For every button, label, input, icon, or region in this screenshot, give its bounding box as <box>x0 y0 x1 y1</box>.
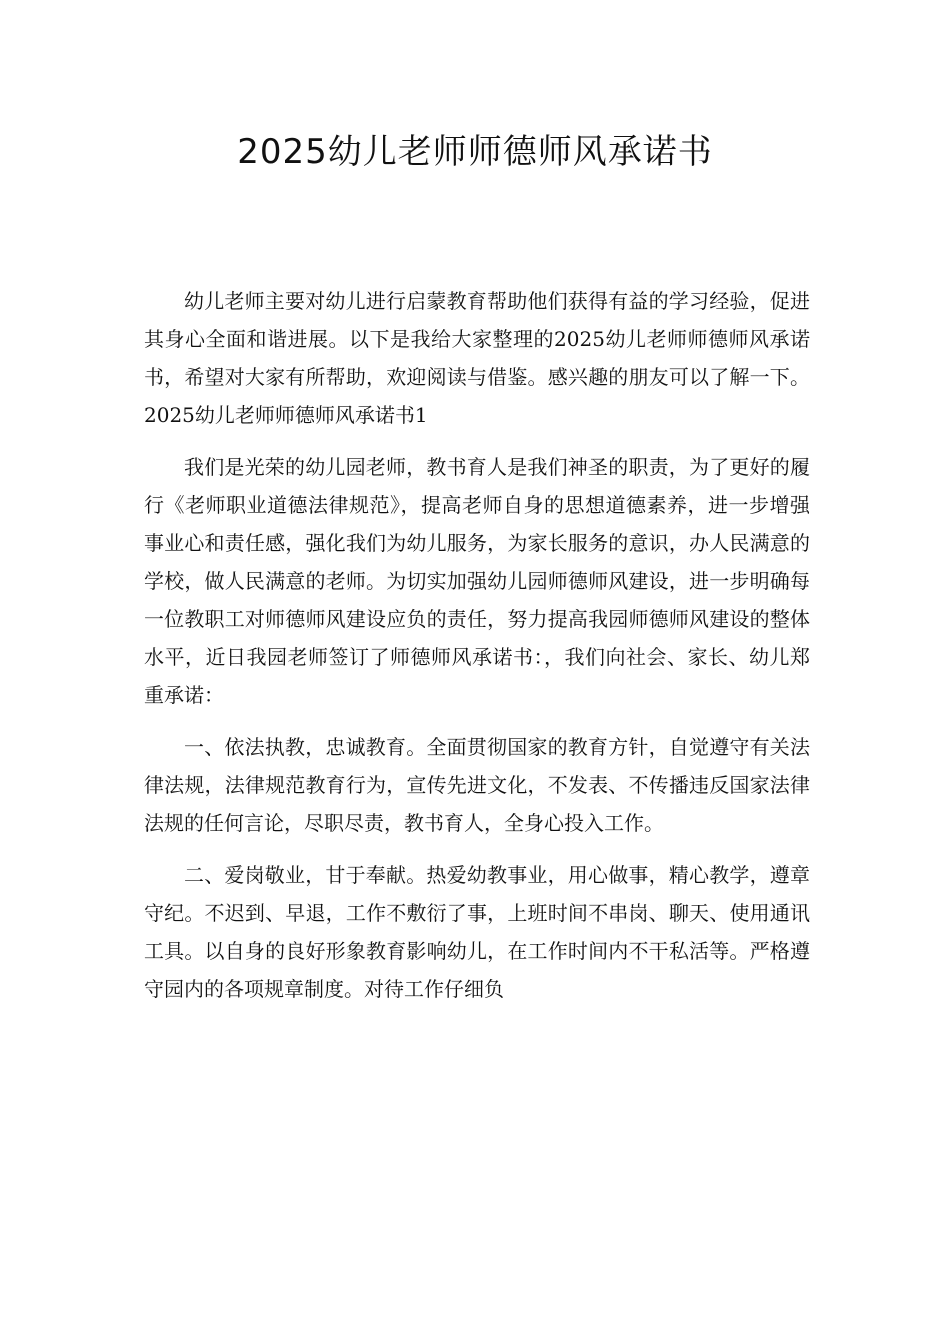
paragraph-intro: 幼儿老师主要对幼儿进行启蒙教育帮助他们获得有益的学习经验，促进其身心全面和谐进展。以下是我给大家整理的2025幼儿老师师德师风承诺书，希望对大家有所帮助，欢迎阅读与借鉴。感兴趣的朋友可以了解一下。2025幼儿老师师德师风承诺书1 <box>144 289 810 427</box>
document-body <box>144 282 810 1022</box>
paragraph-commitment: 我们是光荣的幼儿园老师，教书育人是我们神圣的职责，为了更好的履行《老师职业道德法律规范》，提高老师自身的思想道德素养，进一步增强事业心和责任感，强化我们为幼儿服务，为家长服务的意识，办人民满意的学校，做人民满意的老师。为切实加强幼儿园师德师风建设，进一步明确每一位教职工对师德师风建设应负的责任，努力提高我园师德师风建设的整体水平，近日我园老师签订了师德师风承诺书：，我们向社会、家长、幼儿郑重承诺： <box>144 455 810 707</box>
paragraph-item-2: 二、爱岗敬业，甘于奉献。热爱幼教事业，用心做事，精心教学，遵章守纪。不迟到、早退，工作不敷衍了事，上班时间不串岗、聊天、使用通讯工具。以自身的良好形象教育影响幼儿，在工作时间内不干私活等。严格遵守园内的各项规章制度。对待工作仔细负 <box>144 863 810 1001</box>
paragraph-item-1: 一、依法执教，忠诚教育。全面贯彻国家的教育方针，自觉遵守有关法律法规，法律规范教育行为，宣传先进文化，不发表、不传播违反国家法律法规的任何言论，尽职尽责，教书育人，全身心投入工作。 <box>144 735 810 835</box>
document-title: 2025幼儿老师师德师风承诺书 <box>237 132 713 172</box>
